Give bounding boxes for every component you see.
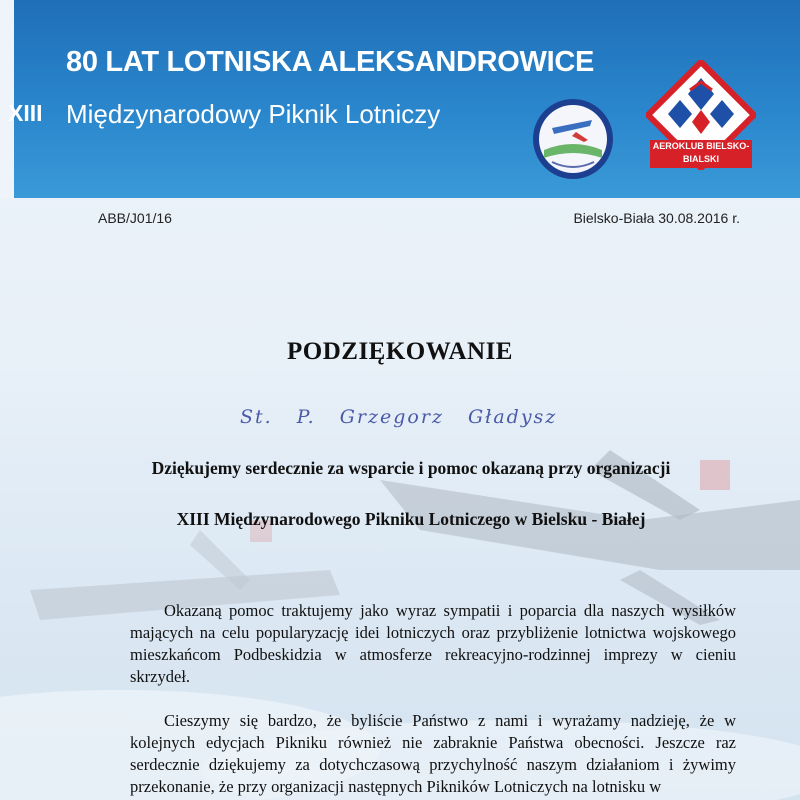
thanks-line-1: Dziękujemy serdecznie za wsparcie i pomoc okazaną przy organizacji (151, 458, 671, 478)
edition-number: XIII (8, 100, 43, 126)
handwritten-recipient: St. P. Grzegorz Gładysz (240, 406, 558, 428)
letter-heading: PODZIĘKOWANIE (287, 338, 513, 365)
thanks-line-2: XIII Międzynarodowego Pikniku Lotniczego w Bielsku - Białej (176, 509, 646, 529)
letterhead-banner (0, 0, 800, 198)
body-paragraph-2: Cieszymy się bardzo, że byliście Państwo z nami i wyrażamy nadzieję, że w kolejnych edycjach Pikniku również nie zabraknie Państwa obecności. Jeszcze raz serdecznie dziękujemy za dotychczasową przychylność naszym działaniom i żywimy przekonanie, że przy organizacji następnych Pikników Lotniczych na lotnisku w (130, 711, 736, 796)
reference-number: ABB/J01/16 (98, 210, 172, 226)
event-subtitle: Międzynarodowy Piknik Lotniczy (66, 99, 441, 129)
place-and-date: Bielsko-Biała 30.08.2016 r. (573, 210, 740, 226)
picnic-badge-icon (532, 98, 614, 180)
aeroklub-logo-text: AEROKLUB BIELSKO-BIALSKI (650, 140, 752, 168)
body-paragraph-1: Okazaną pomoc traktujemy jako wyraz sympatii i poparcia dla naszych wysiłków mających na celu popularyzację idei lotniczych oraz przybliżenie lotnictwa wojskowego mieszkańcom Podbeskidzia w atmosferze rekreacyjno-rodzinnej imprezy w cieniu skrzydeł. (130, 601, 736, 686)
event-title: 80 LAT LOTNISKA ALEKSANDROWICE (66, 46, 595, 78)
banner-left-edge (0, 0, 14, 198)
